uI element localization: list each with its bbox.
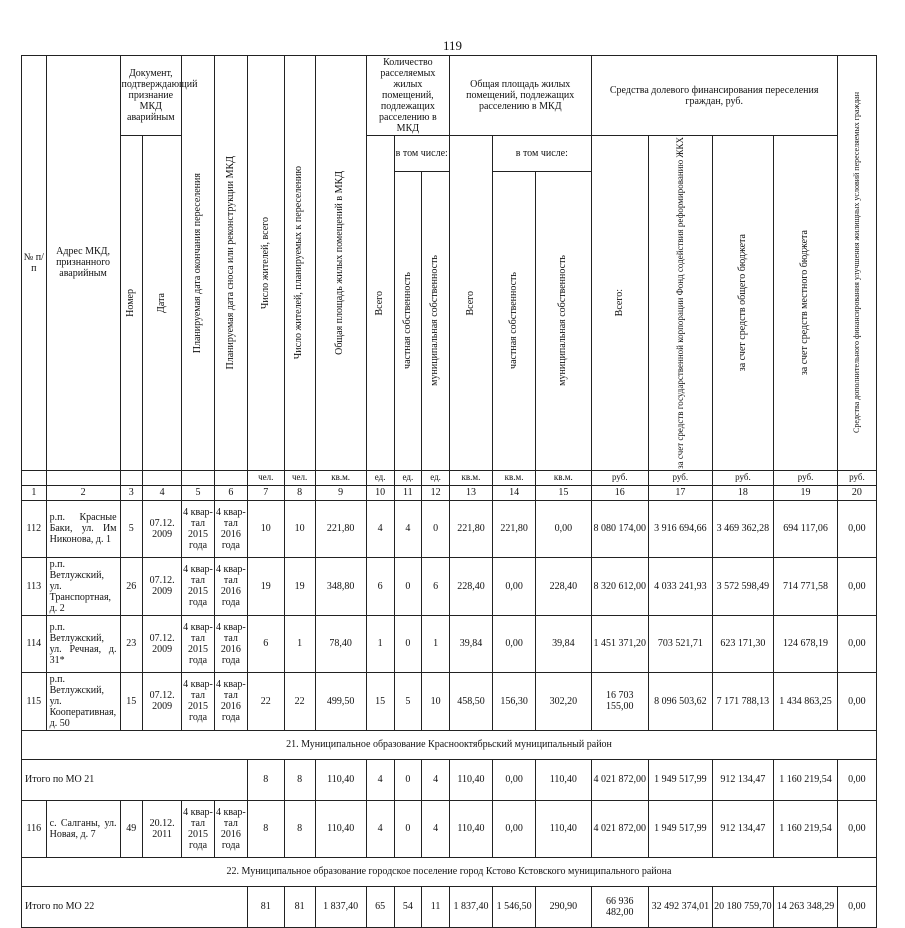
table-row	[22, 500, 877, 557]
row-f-total: 1 451 371,20	[591, 615, 648, 672]
section-title: 22. Муниципальное образование городское поселение город Кстово Кстовского муниципального района	[22, 857, 877, 886]
row-doc-number: 15	[120, 672, 143, 730]
row-mun: 10	[422, 672, 450, 730]
header-rooms-total: Всего	[366, 136, 394, 471]
header-area-total: Всего	[449, 136, 492, 471]
row-demolition-date: 4 квар- тал 2016 года	[214, 615, 247, 672]
total-area-t: 110,40	[449, 759, 492, 800]
row-doc-number: 26	[120, 557, 143, 615]
row-area-p: 221,80	[493, 500, 536, 557]
row-resettlement-end: 4 квар- тал 2015 года	[182, 557, 215, 615]
row-doc-date: 07.12. 2009	[143, 557, 182, 615]
row-number: 113	[22, 557, 47, 615]
header-total-area: Общая площадь жилых помещений в МКД	[315, 56, 366, 471]
header-rooms-municipal: муниципальная собственность	[422, 171, 450, 470]
total-f-add: 0,00	[837, 759, 876, 800]
total-f-add: 0,00	[837, 886, 876, 927]
unit-cell: ед.	[422, 470, 450, 485]
unit-cell: руб.	[774, 470, 838, 485]
column-number: 12	[422, 485, 450, 500]
row-f-region: 623 171,30	[712, 615, 774, 672]
row-planned: 10	[284, 500, 315, 557]
unit-cell: руб.	[712, 470, 774, 485]
row-rooms: 4	[366, 800, 394, 857]
column-number: 14	[493, 485, 536, 500]
total-label: Итого по МО 22	[22, 886, 248, 927]
row-rooms: 15	[366, 672, 394, 730]
row-residents: 22	[247, 672, 284, 730]
header-doc-date: Дата	[143, 136, 182, 471]
row-resettlement-end: 4 квар- тал 2015 года	[182, 500, 215, 557]
total-label: Итого по МО 21	[22, 759, 248, 800]
row-doc-number: 49	[120, 800, 143, 857]
row-f-add: 0,00	[837, 615, 876, 672]
row-address: р.п. Красные Баки, ул. Им Никонова, д. 1	[46, 500, 120, 557]
header-rooms-including: в том числе:	[394, 136, 449, 172]
row-f-local: 694 117,06	[774, 500, 838, 557]
table-row	[22, 800, 877, 857]
total-area-t: 1 837,40	[449, 886, 492, 927]
unit-cell: кв.м.	[315, 470, 366, 485]
row-f-local: 714 771,58	[774, 557, 838, 615]
unit-cell: чел.	[284, 470, 315, 485]
row-mun: 1	[422, 615, 450, 672]
total-residents: 8	[247, 759, 284, 800]
row-f-reform: 4 033 241,93	[649, 557, 713, 615]
unit-cell: руб.	[837, 470, 876, 485]
column-number: 1	[22, 485, 47, 500]
row-area-p: 0,00	[493, 800, 536, 857]
row-area: 221,80	[315, 500, 366, 557]
row-area-t: 221,80	[449, 500, 492, 557]
row-area-t: 228,40	[449, 557, 492, 615]
unit-cell: ед.	[366, 470, 394, 485]
row-area-p: 156,30	[493, 672, 536, 730]
row-f-add: 0,00	[837, 557, 876, 615]
row-f-reform: 703 521,71	[649, 615, 713, 672]
column-number: 7	[247, 485, 284, 500]
row-priv: 5	[394, 672, 422, 730]
total-mun: 11	[422, 886, 450, 927]
row-area-t: 110,40	[449, 800, 492, 857]
row-number: 115	[22, 672, 47, 730]
row-address: р.п. Ветлужский, ул. Транспортная, д. 2	[46, 557, 120, 615]
unit-cell: кв.м.	[493, 470, 536, 485]
row-area-m: 302,20	[536, 672, 591, 730]
row-demolition-date: 4 квар- тал 2016 года	[214, 557, 247, 615]
resettlement-table	[21, 55, 877, 928]
row-area: 110,40	[315, 800, 366, 857]
total-planned: 81	[284, 886, 315, 927]
row-rooms: 1	[366, 615, 394, 672]
row-doc-date: 07.12. 2009	[143, 615, 182, 672]
header-resettlement-end: Планируемая дата окончания переселения	[182, 56, 215, 471]
row-f-add: 0,00	[837, 500, 876, 557]
total-residents: 81	[247, 886, 284, 927]
total-f-total: 66 936 482,00	[591, 886, 648, 927]
total-area: 110,40	[315, 759, 366, 800]
column-number: 20	[837, 485, 876, 500]
page-number: 119	[442, 38, 463, 53]
row-priv: 0	[394, 557, 422, 615]
row-f-total: 8 080 174,00	[591, 500, 648, 557]
total-f-reform: 1 949 517,99	[649, 759, 713, 800]
row-area-m: 228,40	[536, 557, 591, 615]
row-area-p: 0,00	[493, 557, 536, 615]
units-row	[22, 470, 877, 485]
table-row	[22, 672, 877, 730]
column-number: 10	[366, 485, 394, 500]
row-area-m: 110,40	[536, 800, 591, 857]
row-f-total: 8 320 612,00	[591, 557, 648, 615]
total-planned: 8	[284, 759, 315, 800]
column-number: 2	[46, 485, 120, 500]
row-address: р.п. Ветлужский, ул. Кооперативная, д. 50	[46, 672, 120, 730]
total-mun: 4	[422, 759, 450, 800]
header-area-private: частная собственность	[493, 171, 536, 470]
table-body	[22, 56, 877, 928]
column-number: 18	[712, 485, 774, 500]
column-number: 3	[120, 485, 143, 500]
header-fund-additional: Средства дополнительного финансирования улучшения жилищных условий переселяемых граждан	[837, 56, 876, 471]
column-number: 19	[774, 485, 838, 500]
column-numbers-row	[22, 485, 877, 500]
unit-cell: руб.	[649, 470, 713, 485]
header-fund-total: Всего:	[591, 136, 648, 471]
table-row	[22, 615, 877, 672]
header-area-municipal: муниципальная собственность	[536, 171, 591, 470]
column-number: 9	[315, 485, 366, 500]
total-f-reform: 32 492 374,01	[649, 886, 713, 927]
total-row	[22, 886, 877, 927]
row-area: 499,50	[315, 672, 366, 730]
total-area: 1 837,40	[315, 886, 366, 927]
row-planned: 22	[284, 672, 315, 730]
total-area-m: 110,40	[536, 759, 591, 800]
total-f-region: 912 134,47	[712, 759, 774, 800]
row-number: 114	[22, 615, 47, 672]
row-rooms: 6	[366, 557, 394, 615]
row-area-p: 0,00	[493, 615, 536, 672]
row-number: 116	[22, 800, 47, 857]
header-fund-region: за счет средств общего бюджета	[712, 136, 774, 471]
total-f-local: 1 160 219,54	[774, 759, 838, 800]
row-residents: 6	[247, 615, 284, 672]
header-document: Документ, подтверждающий признание МКД аварийным	[120, 56, 182, 136]
row-rooms: 4	[366, 500, 394, 557]
header-funding: Средства долевого финансирования переселения граждан, руб.	[591, 56, 837, 136]
total-priv: 54	[394, 886, 422, 927]
section-title-row	[22, 730, 877, 759]
row-mun: 6	[422, 557, 450, 615]
row-number: 112	[22, 500, 47, 557]
total-priv: 0	[394, 759, 422, 800]
row-residents: 19	[247, 557, 284, 615]
row-f-region: 3 572 598,49	[712, 557, 774, 615]
row-doc-date: 07.12. 2009	[143, 672, 182, 730]
row-priv: 4	[394, 500, 422, 557]
row-mun: 4	[422, 800, 450, 857]
row-f-add: 0,00	[837, 672, 876, 730]
column-number: 5	[182, 485, 215, 500]
row-resettlement-end: 4 квар- тал 2015 года	[182, 672, 215, 730]
column-number: 8	[284, 485, 315, 500]
row-f-local: 1 160 219,54	[774, 800, 838, 857]
unit-cell: ед.	[394, 470, 422, 485]
header-rooms-private: частная собственность	[394, 171, 422, 470]
header-residents: Число жителей, всего	[247, 56, 284, 471]
row-residents: 10	[247, 500, 284, 557]
column-number: 4	[143, 485, 182, 500]
row-resettlement-end: 4 квар- тал 2015 года	[182, 615, 215, 672]
row-planned: 1	[284, 615, 315, 672]
header-no: № п/п	[22, 56, 47, 471]
total-area-p: 1 546,50	[493, 886, 536, 927]
header-address: Адрес МКД, признанного аварийным	[46, 56, 120, 471]
row-address: р.п. Ветлужский, ул. Речная, д. 31*	[46, 615, 120, 672]
row-f-reform: 3 916 694,66	[649, 500, 713, 557]
row-doc-date: 07.12. 2009	[143, 500, 182, 557]
row-f-add: 0,00	[837, 800, 876, 857]
header-demolition-date: Планируемая дата сноса или реконструкции МКД	[214, 56, 247, 471]
header-area-group: Общая площадь жилых помещений, подлежащих расселению в МКД	[449, 56, 591, 136]
row-residents: 8	[247, 800, 284, 857]
header-residents-planned: Число жителей, планируемых к переселению	[284, 56, 315, 471]
row-doc-number: 23	[120, 615, 143, 672]
column-number: 11	[394, 485, 422, 500]
total-area-p: 0,00	[493, 759, 536, 800]
total-row	[22, 759, 877, 800]
row-f-total: 16 703 155,00	[591, 672, 648, 730]
row-f-local: 124 678,19	[774, 615, 838, 672]
row-planned: 19	[284, 557, 315, 615]
total-f-local: 14 263 348,29	[774, 886, 838, 927]
row-area-m: 0,00	[536, 500, 591, 557]
total-area-m: 290,90	[536, 886, 591, 927]
header-area-including: в том числе:	[493, 136, 592, 172]
row-planned: 8	[284, 800, 315, 857]
unit-cell: кв.м.	[536, 470, 591, 485]
section-title: 21. Муниципальное образование Краснооктябрьский муниципальный район	[22, 730, 877, 759]
row-resettlement-end: 4 квар- тал 2015 года	[182, 800, 215, 857]
column-number: 17	[649, 485, 713, 500]
column-number: 6	[214, 485, 247, 500]
header-rooms-count: Количество расселяемых жилых помещений, подлежащих расселению в МКД	[366, 56, 449, 136]
row-mun: 0	[422, 500, 450, 557]
row-doc-date: 20.12. 2011	[143, 800, 182, 857]
header-fund-reform: за счет средств государственной корпорации Фонд содействия реформированию ЖКХ	[649, 136, 713, 471]
total-f-total: 4 021 872,00	[591, 759, 648, 800]
row-demolition-date: 4 квар- тал 2016 года	[214, 672, 247, 730]
row-demolition-date: 4 квар- тал 2016 года	[214, 500, 247, 557]
row-area-t: 39,84	[449, 615, 492, 672]
unit-cell: кв.м.	[449, 470, 492, 485]
row-address: с. Салганы, ул. Новая, д. 7	[46, 800, 120, 857]
total-rooms: 4	[366, 759, 394, 800]
total-f-region: 20 180 759,70	[712, 886, 774, 927]
row-f-region: 3 469 362,28	[712, 500, 774, 557]
row-f-reform: 8 096 503,62	[649, 672, 713, 730]
section-title-row	[22, 857, 877, 886]
row-doc-number: 5	[120, 500, 143, 557]
row-priv: 0	[394, 615, 422, 672]
unit-cell: чел.	[247, 470, 284, 485]
row-area-m: 39,84	[536, 615, 591, 672]
row-f-region: 912 134,47	[712, 800, 774, 857]
row-area: 348,80	[315, 557, 366, 615]
total-rooms: 65	[366, 886, 394, 927]
table-row	[22, 557, 877, 615]
row-area-t: 458,50	[449, 672, 492, 730]
row-f-region: 7 171 788,13	[712, 672, 774, 730]
column-number: 15	[536, 485, 591, 500]
unit-cell: руб.	[591, 470, 648, 485]
row-f-reform: 1 949 517,99	[649, 800, 713, 857]
row-f-local: 1 434 863,25	[774, 672, 838, 730]
row-priv: 0	[394, 800, 422, 857]
row-f-total: 4 021 872,00	[591, 800, 648, 857]
header-doc-number: Номер	[120, 136, 143, 471]
row-area: 78,40	[315, 615, 366, 672]
column-number: 13	[449, 485, 492, 500]
header-fund-local: за счет средств местного бюджета	[774, 136, 838, 471]
column-number: 16	[591, 485, 648, 500]
row-demolition-date: 4 квар- тал 2016 года	[214, 800, 247, 857]
